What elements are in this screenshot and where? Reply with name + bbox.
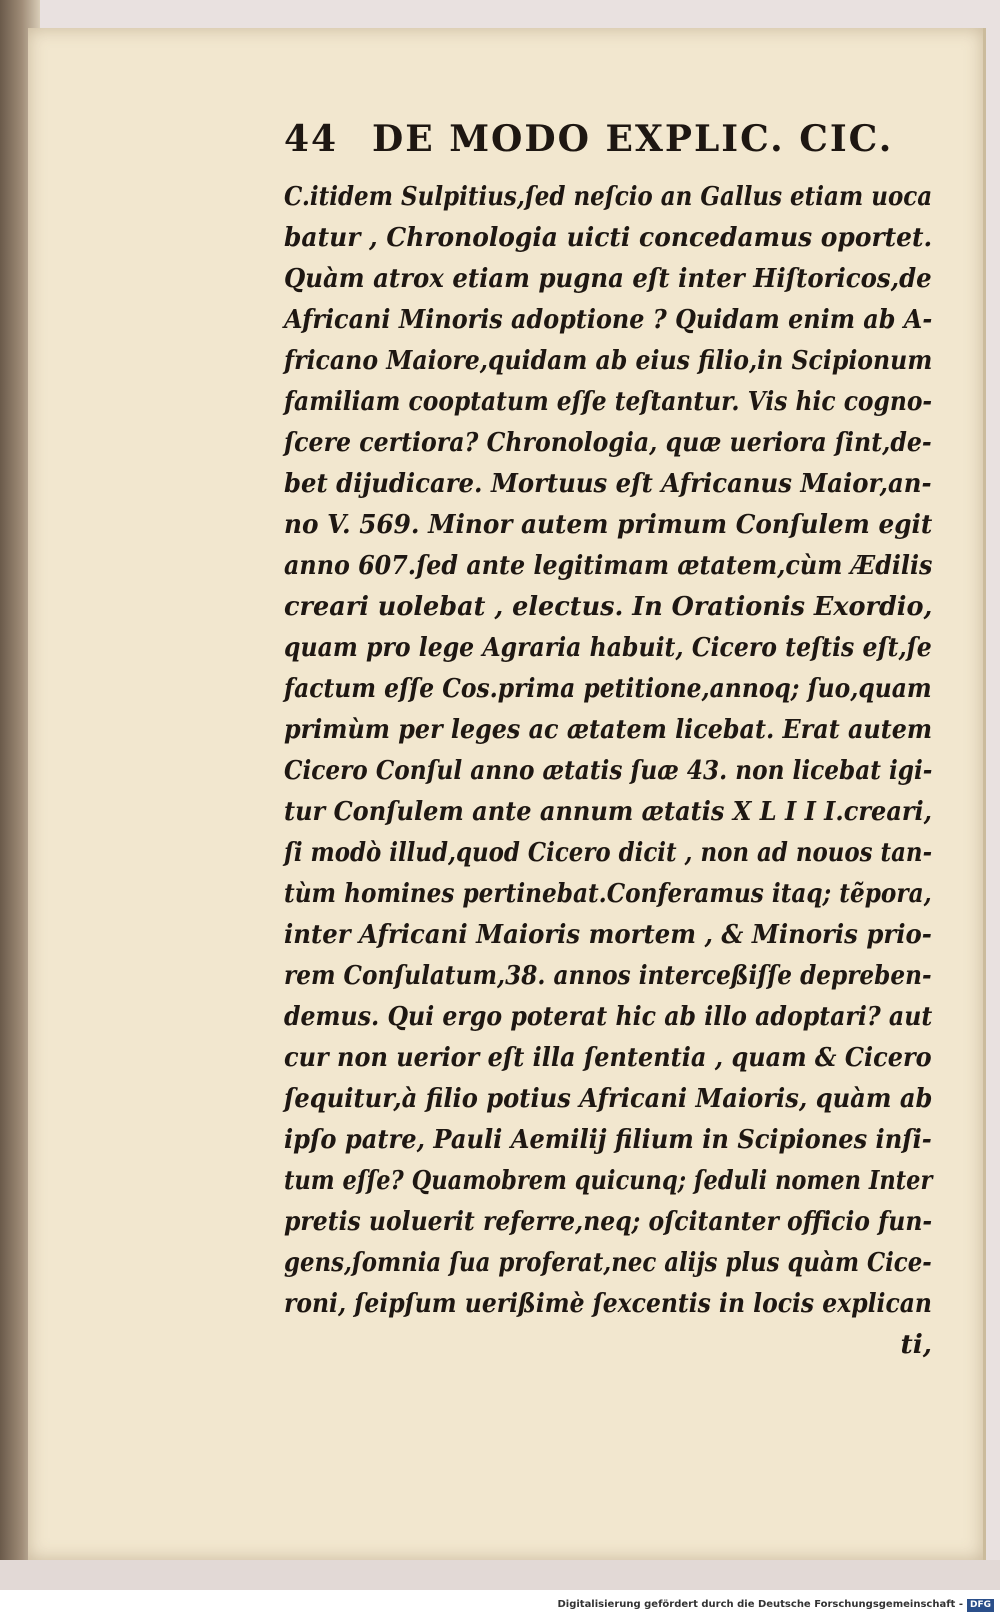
text-line: Quàm atrox etiam pugna eſt inter Hiſtoricos,de [284, 263, 932, 294]
page-number: 44 [284, 118, 339, 160]
credit-text: Digitalisierung gefördert durch die Deutsche Forschungsgemeinschaft - [557, 1599, 963, 1610]
text-line: tum eſſe? Quamobrem quicunq; ſeduli nomen Inter [284, 1165, 933, 1196]
text-line: roni, ſeipſum uerißimè ſexcentis in locis explican [284, 1288, 932, 1319]
text-line: ipſo patre, Pauli Aemilij filium in Scipiones inſi- [284, 1124, 932, 1155]
text-line: factum eſſe Cos.prima petitione,annoq; ſuo,quam [284, 673, 932, 704]
text-line: inter Africani Maioris mortem , & Minoris prio- [284, 919, 932, 950]
dfg-logo-badge: DFG [967, 1599, 994, 1612]
running-head [284, 118, 924, 172]
text-line: ſcere certiora? Chronologia, quæ ueriora ſint,de- [284, 427, 932, 458]
text-line: creari uolebat , electus. In Orationis Exordio, [284, 591, 933, 622]
text-line: demus. Qui ergo poterat hic ab illo adoptari? aut [284, 1001, 933, 1032]
text-line: ſi modò illud,quod Cicero dicit , non ad nouos tan- [284, 837, 933, 868]
text-line: tur Conſulem ante annum ætatis X L I I I.creari, [284, 796, 933, 827]
running-title: DE MODO EXPLIC. CIC. [372, 118, 894, 160]
text-line: no V. 569. Minor autem primum Conſulem egit [284, 509, 933, 540]
text-line: gens,ſomnia ſua proferat,nec alijs plus quàm Cice- [284, 1247, 932, 1278]
text-line: rem Conſulatum,38. annos interceßiſſe depreben- [284, 960, 932, 991]
text-line: quam pro lege Agraria habuit, Cicero teſtis eſt,ſe [284, 632, 932, 663]
text-line: tùm homines pertinebat.Conferamus itaq; tẽpora, [284, 878, 932, 909]
text-line: primùm per leges ac ætatem licebat. Erat autem [284, 714, 933, 745]
text-line: fricano Maiore,quidam ab eius filio,in Scipionum [284, 345, 933, 376]
text-line: anno 607.ſed ante legitimam ætatem,cùm Ædilis [284, 550, 933, 581]
text-line: C.itidem Sulpitius,ſed neſcio an Gallus etiam uoca [284, 181, 933, 212]
digitization-credit [557, 1599, 994, 1615]
text-line: Cicero Conſul anno ætatis ſuæ 43. non licebat igi- [284, 755, 933, 786]
text-line: batur , Chronologia uicti concedamus oportet. [284, 222, 933, 253]
scanner-edge [0, 1560, 1000, 1590]
catchword-line: ti, [900, 1329, 932, 1360]
text-line: familiam cooptatum eſſe teſtantur. Vis hic cogno- [284, 386, 933, 417]
text-line: pretis uoluerit referre,neq; oſcitanter officio fun- [284, 1206, 933, 1237]
text-line: cur non uerior eſt illa ſententia , quam & Cicero [284, 1042, 932, 1073]
body-text [284, 176, 932, 1365]
text-line: bet dijudicare. Mortuus eſt Africanus Maior,an- [284, 468, 932, 499]
text-line: Africani Minoris adoptione ? Quidam enim ab A- [284, 304, 933, 335]
text-line: ſequitur,à filio potius Africani Maioris, quàm ab [284, 1083, 933, 1114]
